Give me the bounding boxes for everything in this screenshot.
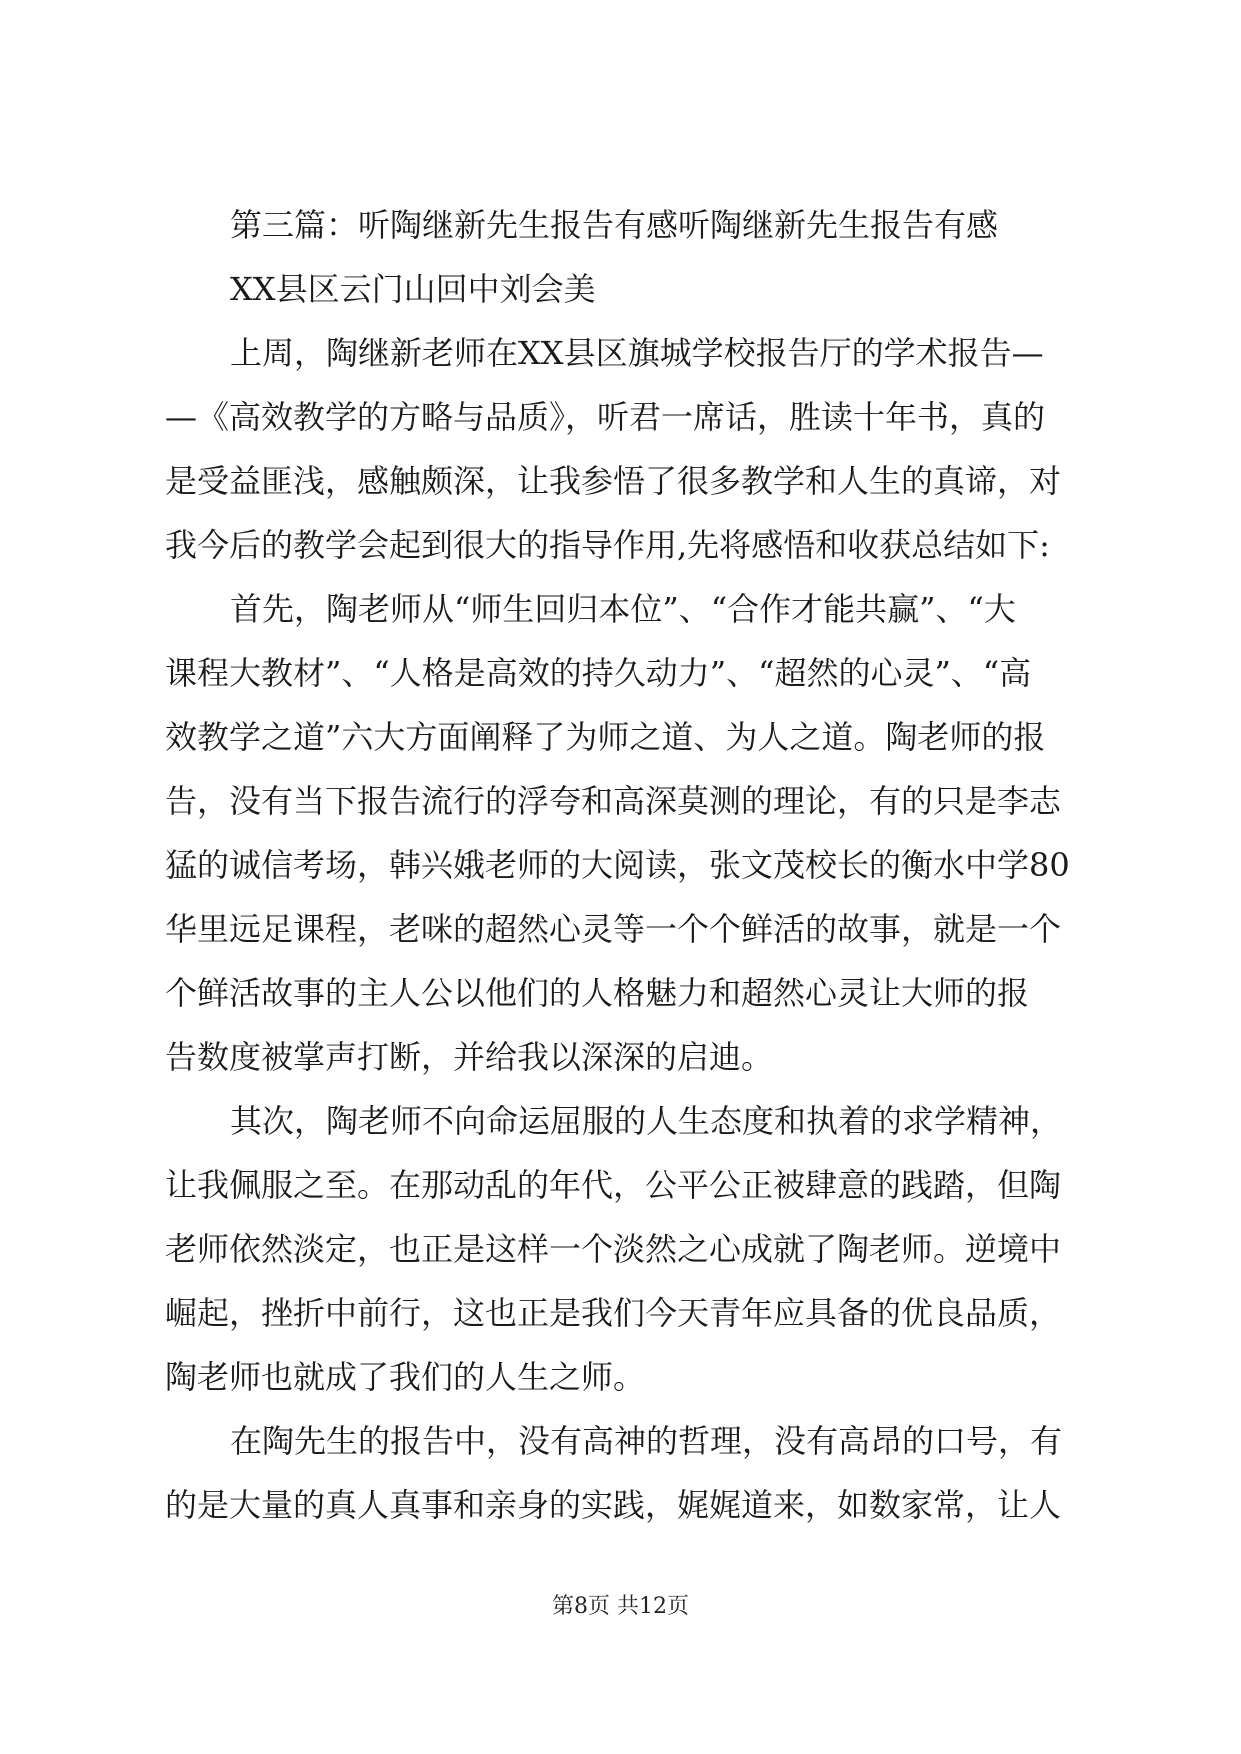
- paragraph-line: 是受益匪浅，感触颇深，让我参悟了很多教学和人生的真谛，对: [165, 462, 1062, 500]
- author-line: XX县区云门山回中刘会美: [230, 270, 596, 308]
- paragraph-line: 其次，陶老师不向命运屈服的人生态度和执着的求学精神，: [230, 1102, 1063, 1140]
- paragraph-line: 猛的诚信考场，韩兴娥老师的大阅读，张文茂校长的衡水中学80: [165, 846, 1070, 884]
- paragraph-line: 告数度被掌声打断，并给我以深深的启迪。: [165, 1038, 774, 1076]
- paragraph-line: 在陶先生的报告中，没有高神的哲理，没有高昂的口号，有: [230, 1422, 1063, 1460]
- paragraph-line: 课程大教材”、“人格是高效的持久动力”、“超然的心灵”、“高: [165, 654, 1032, 692]
- paragraph-line: 首先，陶老师从“师生回归本位”、“合作才能共赢”、“大: [230, 590, 1016, 628]
- paragraph-2: [165, 584, 1080, 1082]
- paragraph-4: [165, 1416, 1080, 1530]
- paragraph-line: —《高效教学的方略与品质》，听君一席话，胜读十年书，真的: [165, 398, 1046, 436]
- paragraph-line: 华里远足课程，老咪的超然心灵等一个个鲜活的故事，就是一个: [165, 910, 1062, 948]
- paragraph-line: 告，没有当下报告流行的浮夸和高深莫测的理论，有的只是李志: [165, 782, 1062, 820]
- paragraph-line: 让我佩服之至。在那动乱的年代，公平公正被肆意的践踏，但陶: [165, 1166, 1062, 1204]
- paragraph-line: 老师依然淡定，也正是这样一个淡然之心成就了陶老师。逆境中: [165, 1230, 1062, 1268]
- section-title: 第三篇：听陶继新先生报告有感听陶继新先生报告有感: [230, 206, 999, 244]
- paragraph-line: 上周，陶继新老师在XX县区旗城学校报告厅的学术报告—: [230, 334, 1044, 372]
- paragraph-line: 效教学之道”六大方面阐释了为师之道、为人之道。陶老师的报: [165, 718, 1046, 756]
- paragraph-line: 的是大量的真人真事和亲身的实践，娓娓道来，如数家常，让人: [165, 1486, 1062, 1524]
- document-body: [165, 200, 1080, 1530]
- page-footer: 第8页 共12页: [552, 1594, 689, 1619]
- paragraph-line: 个鲜活故事的主人公以他们的人格魅力和超然心灵让大师的报: [165, 974, 1030, 1012]
- paragraph-1: [165, 328, 1080, 570]
- paragraph-line: 崛起，挫折中前行，这也正是我们今天青年应具备的优良品质，: [165, 1294, 1062, 1332]
- paragraph-line: 我今后的教学会起到很大的指导作用,先将感悟和收获总结如下:: [165, 526, 1050, 564]
- paragraph-3: [165, 1096, 1080, 1402]
- paragraph-line: 陶老师也就成了我们的人生之师。: [165, 1358, 646, 1396]
